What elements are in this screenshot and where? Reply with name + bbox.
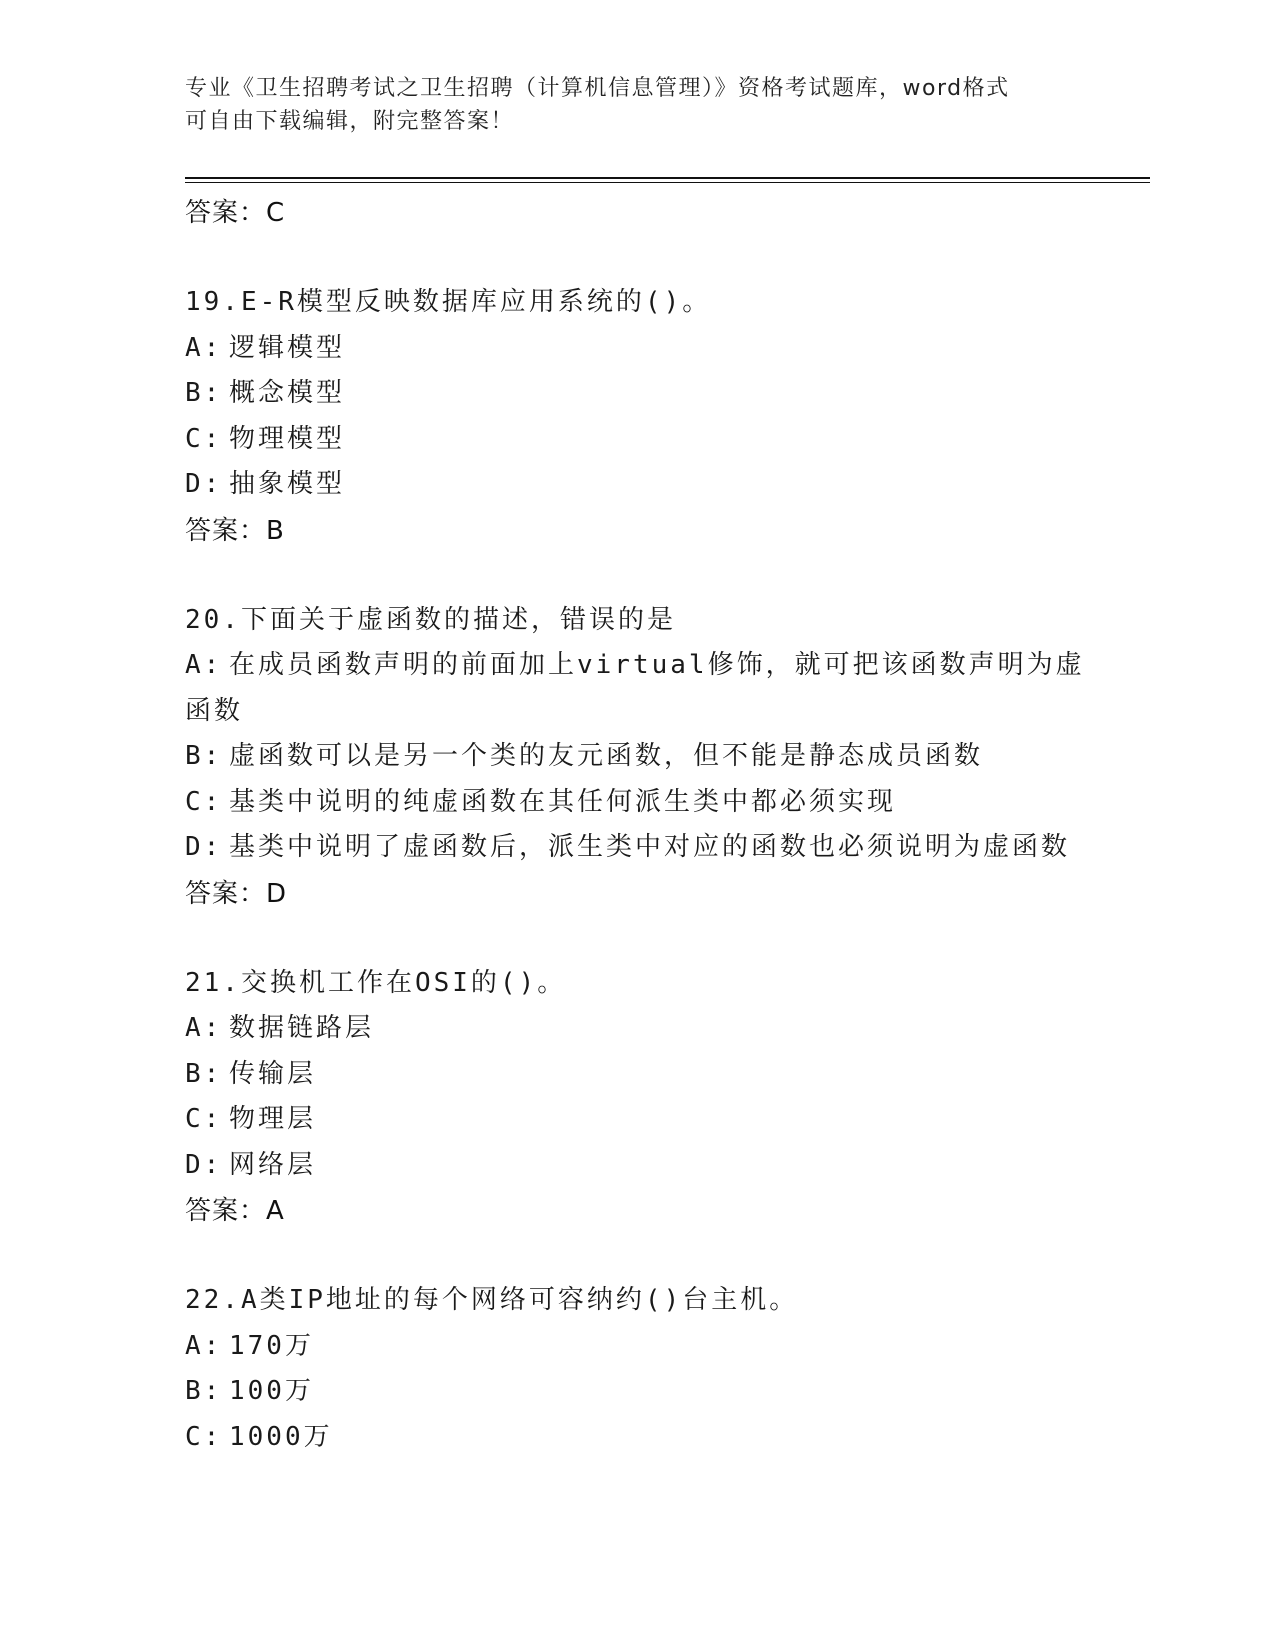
question-block (185, 961, 1085, 1235)
spacer (185, 554, 1085, 598)
option-letter: C: (185, 1421, 223, 1452)
option-text: 170万 (229, 1330, 314, 1361)
option-c (185, 780, 1085, 826)
option-text: 概念模型 (229, 378, 346, 408)
option-c (185, 1415, 1085, 1461)
option-letter: B: (185, 378, 223, 408)
option-text: 在成员函数声明的前面加上virtual修饰，就可把该函数声明为虚 (229, 650, 1085, 680)
header-rule-thick (185, 177, 1150, 179)
option-letter: D: (185, 1149, 223, 1180)
question-stem: 19.E-R模型反映数据库应用系统的()。 (185, 287, 712, 317)
option-text: 物理模型 (229, 423, 346, 454)
question-block (185, 1278, 1085, 1460)
option-a (185, 326, 1085, 372)
option-letter: C: (185, 423, 223, 454)
option-text: 逻辑模型 (229, 332, 346, 363)
option-letter: C: (185, 786, 223, 817)
spacer (185, 917, 1085, 961)
spacer (185, 1234, 1085, 1278)
header-line-2: 可自由下载编辑，附完整答案！ (185, 109, 515, 134)
option-a (185, 643, 1085, 689)
option-letter: C: (185, 1104, 223, 1134)
question-stem: 21.交换机工作在OSI的()。 (185, 967, 567, 998)
question-block (185, 280, 1085, 554)
option-d (185, 1143, 1085, 1189)
question-answer: 答案：B (185, 515, 285, 546)
option-d (185, 462, 1085, 508)
option-b (185, 734, 1085, 780)
option-b (185, 1369, 1085, 1415)
option-text: 网络层 (229, 1149, 317, 1180)
option-d (185, 825, 1085, 871)
option-c (185, 1097, 1085, 1143)
option-a-continuation: 函数 (185, 695, 244, 726)
option-letter: B: (185, 1376, 223, 1406)
option-letter: B: (185, 741, 223, 771)
option-text: 1000万 (229, 1421, 333, 1452)
previous-answer: 答案：C (185, 198, 286, 228)
page-header (185, 72, 1075, 138)
option-b (185, 371, 1085, 417)
spacer (185, 236, 1085, 280)
header-rule-thin (185, 182, 1150, 183)
option-text: 传输层 (229, 1058, 317, 1089)
option-text: 基类中说明的纯虚函数在其任何派生类中都必须实现 (229, 786, 897, 817)
option-letter: A: (185, 332, 223, 363)
option-letter: A: (185, 650, 223, 680)
option-letter: A: (185, 1330, 223, 1361)
option-b (185, 1052, 1085, 1098)
option-letter: D: (185, 469, 223, 499)
header-line-1: 专业《卫生招聘考试之卫生招聘（计算机信息管理）》资格考试题库，word格式 (185, 76, 1010, 101)
option-text: 虚函数可以是另一个类的友元函数，但不能是静态成员函数 (229, 741, 984, 771)
question-stem: 20.下面关于虚函数的描述，错误的是 (185, 604, 676, 635)
option-a (185, 1006, 1085, 1052)
option-letter: A: (185, 1013, 223, 1043)
option-letter: B: (185, 1058, 223, 1089)
question-answer: 答案：D (185, 878, 288, 909)
question-stem: 22.A类IP地址的每个网络可容纳约()台主机。 (185, 1285, 799, 1315)
option-text: 基类中说明了虚函数后，派生类中对应的函数也必须说明为虚函数 (229, 832, 1071, 862)
option-text: 100万 (229, 1376, 314, 1406)
option-a (185, 1324, 1085, 1370)
question-block (185, 598, 1085, 917)
option-letter: D: (185, 832, 223, 862)
document-body (185, 190, 1085, 1460)
option-text: 物理层 (229, 1104, 317, 1134)
option-text: 抽象模型 (229, 469, 346, 499)
option-text: 数据链路层 (229, 1013, 375, 1043)
question-answer: 答案：A (185, 1196, 285, 1226)
option-c (185, 417, 1085, 463)
